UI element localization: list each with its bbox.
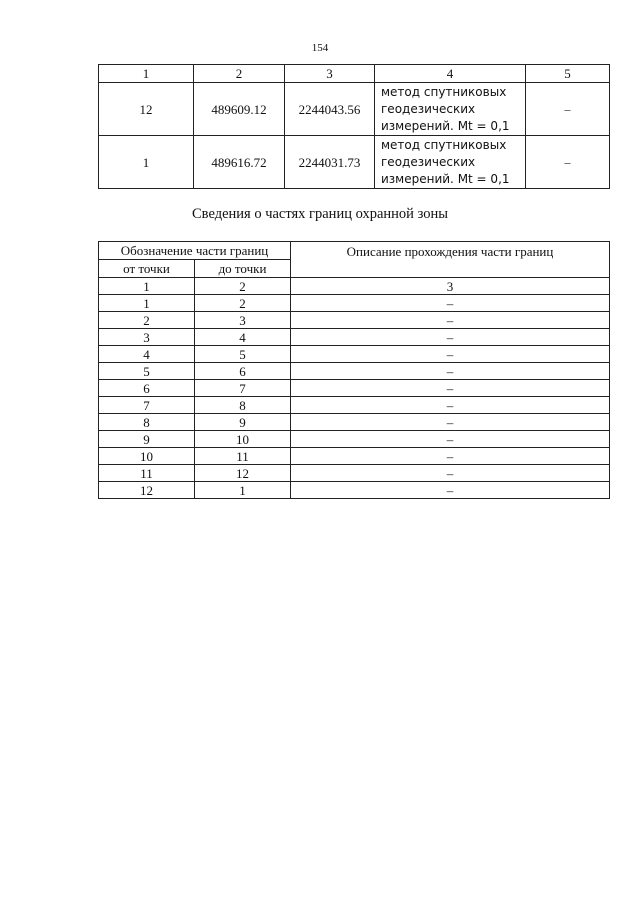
part-description: – bbox=[291, 380, 610, 397]
part-description: – bbox=[291, 465, 610, 482]
parts-body bbox=[99, 295, 610, 499]
method-description bbox=[375, 83, 526, 136]
part-description: – bbox=[291, 414, 610, 431]
from-point: 2 bbox=[99, 312, 195, 329]
to-point: 12 bbox=[195, 465, 291, 482]
coordinate-x: 489616.72 bbox=[194, 136, 285, 189]
coordinates-header-row bbox=[99, 65, 610, 83]
from-point: 9 bbox=[99, 431, 195, 448]
method-line: метод спутниковых bbox=[381, 137, 507, 152]
parts-numbering-row bbox=[99, 278, 610, 295]
part-description: – bbox=[291, 295, 610, 312]
header-description: Описание прохождения части границ bbox=[291, 242, 610, 278]
note-value: – bbox=[526, 136, 610, 189]
point-number: 12 bbox=[99, 83, 194, 136]
parts-row bbox=[99, 431, 610, 448]
column-number: 5 bbox=[526, 65, 610, 83]
to-point: 10 bbox=[195, 431, 291, 448]
from-point: 6 bbox=[99, 380, 195, 397]
part-description: – bbox=[291, 431, 610, 448]
parts-row bbox=[99, 363, 610, 380]
from-point: 7 bbox=[99, 397, 195, 414]
column-number: 2 bbox=[194, 65, 285, 83]
method-line: геодезических bbox=[381, 101, 476, 116]
header-from-point: от точки bbox=[99, 260, 195, 278]
part-description: – bbox=[291, 346, 610, 363]
coordinates-table bbox=[98, 64, 610, 189]
part-description: – bbox=[291, 312, 610, 329]
to-point: 1 bbox=[195, 482, 291, 499]
method-line: измерений. Mt = 0,1 bbox=[381, 171, 510, 186]
column-number: 3 bbox=[291, 278, 610, 295]
from-point: 1 bbox=[99, 295, 195, 312]
parts-row bbox=[99, 448, 610, 465]
parts-header-row bbox=[99, 242, 610, 260]
from-point: 4 bbox=[99, 346, 195, 363]
page-number: 154 bbox=[311, 42, 329, 54]
parts-row bbox=[99, 414, 610, 431]
from-point: 10 bbox=[99, 448, 195, 465]
method-line: измерений. Mt = 0,1 bbox=[381, 118, 510, 133]
parts-row bbox=[99, 465, 610, 482]
from-point: 3 bbox=[99, 329, 195, 346]
to-point: 7 bbox=[195, 380, 291, 397]
note-value: – bbox=[526, 83, 610, 136]
from-point: 8 bbox=[99, 414, 195, 431]
point-number: 1 bbox=[99, 136, 194, 189]
from-point: 11 bbox=[99, 465, 195, 482]
parts-row bbox=[99, 295, 610, 312]
header-boundary-designation: Обозначение части границ bbox=[99, 242, 291, 260]
parts-row bbox=[99, 329, 610, 346]
to-point: 6 bbox=[195, 363, 291, 380]
column-number: 4 bbox=[375, 65, 526, 83]
header-to-point: до точки bbox=[195, 260, 291, 278]
method-line: геодезических bbox=[381, 154, 476, 169]
parts-row bbox=[99, 380, 610, 397]
to-point: 9 bbox=[195, 414, 291, 431]
to-point: 8 bbox=[195, 397, 291, 414]
part-description: – bbox=[291, 397, 610, 414]
coordinates-row bbox=[99, 83, 610, 136]
to-point: 4 bbox=[195, 329, 291, 346]
parts-row bbox=[99, 482, 610, 499]
coordinate-y: 2244031.73 bbox=[285, 136, 375, 189]
to-point: 5 bbox=[195, 346, 291, 363]
coordinate-y: 2244043.56 bbox=[285, 83, 375, 136]
to-point: 11 bbox=[195, 448, 291, 465]
parts-row bbox=[99, 397, 610, 414]
part-description: – bbox=[291, 363, 610, 380]
coordinate-x: 489609.12 bbox=[194, 83, 285, 136]
part-description: – bbox=[291, 329, 610, 346]
part-description: – bbox=[291, 448, 610, 465]
method-line: метод спутниковых bbox=[381, 84, 507, 99]
column-number: 1 bbox=[99, 278, 195, 295]
parts-row bbox=[99, 346, 610, 363]
to-point: 3 bbox=[195, 312, 291, 329]
column-number: 2 bbox=[195, 278, 291, 295]
section-title: Сведения о частях границ охранной зоны bbox=[192, 206, 448, 222]
to-point: 2 bbox=[195, 295, 291, 312]
part-description: – bbox=[291, 482, 610, 499]
boundary-parts-table bbox=[98, 241, 610, 499]
from-point: 5 bbox=[99, 363, 195, 380]
coordinates-row bbox=[99, 136, 610, 189]
parts-row bbox=[99, 312, 610, 329]
method-description bbox=[375, 136, 526, 189]
column-number: 3 bbox=[285, 65, 375, 83]
column-number: 1 bbox=[99, 65, 194, 83]
from-point: 12 bbox=[99, 482, 195, 499]
